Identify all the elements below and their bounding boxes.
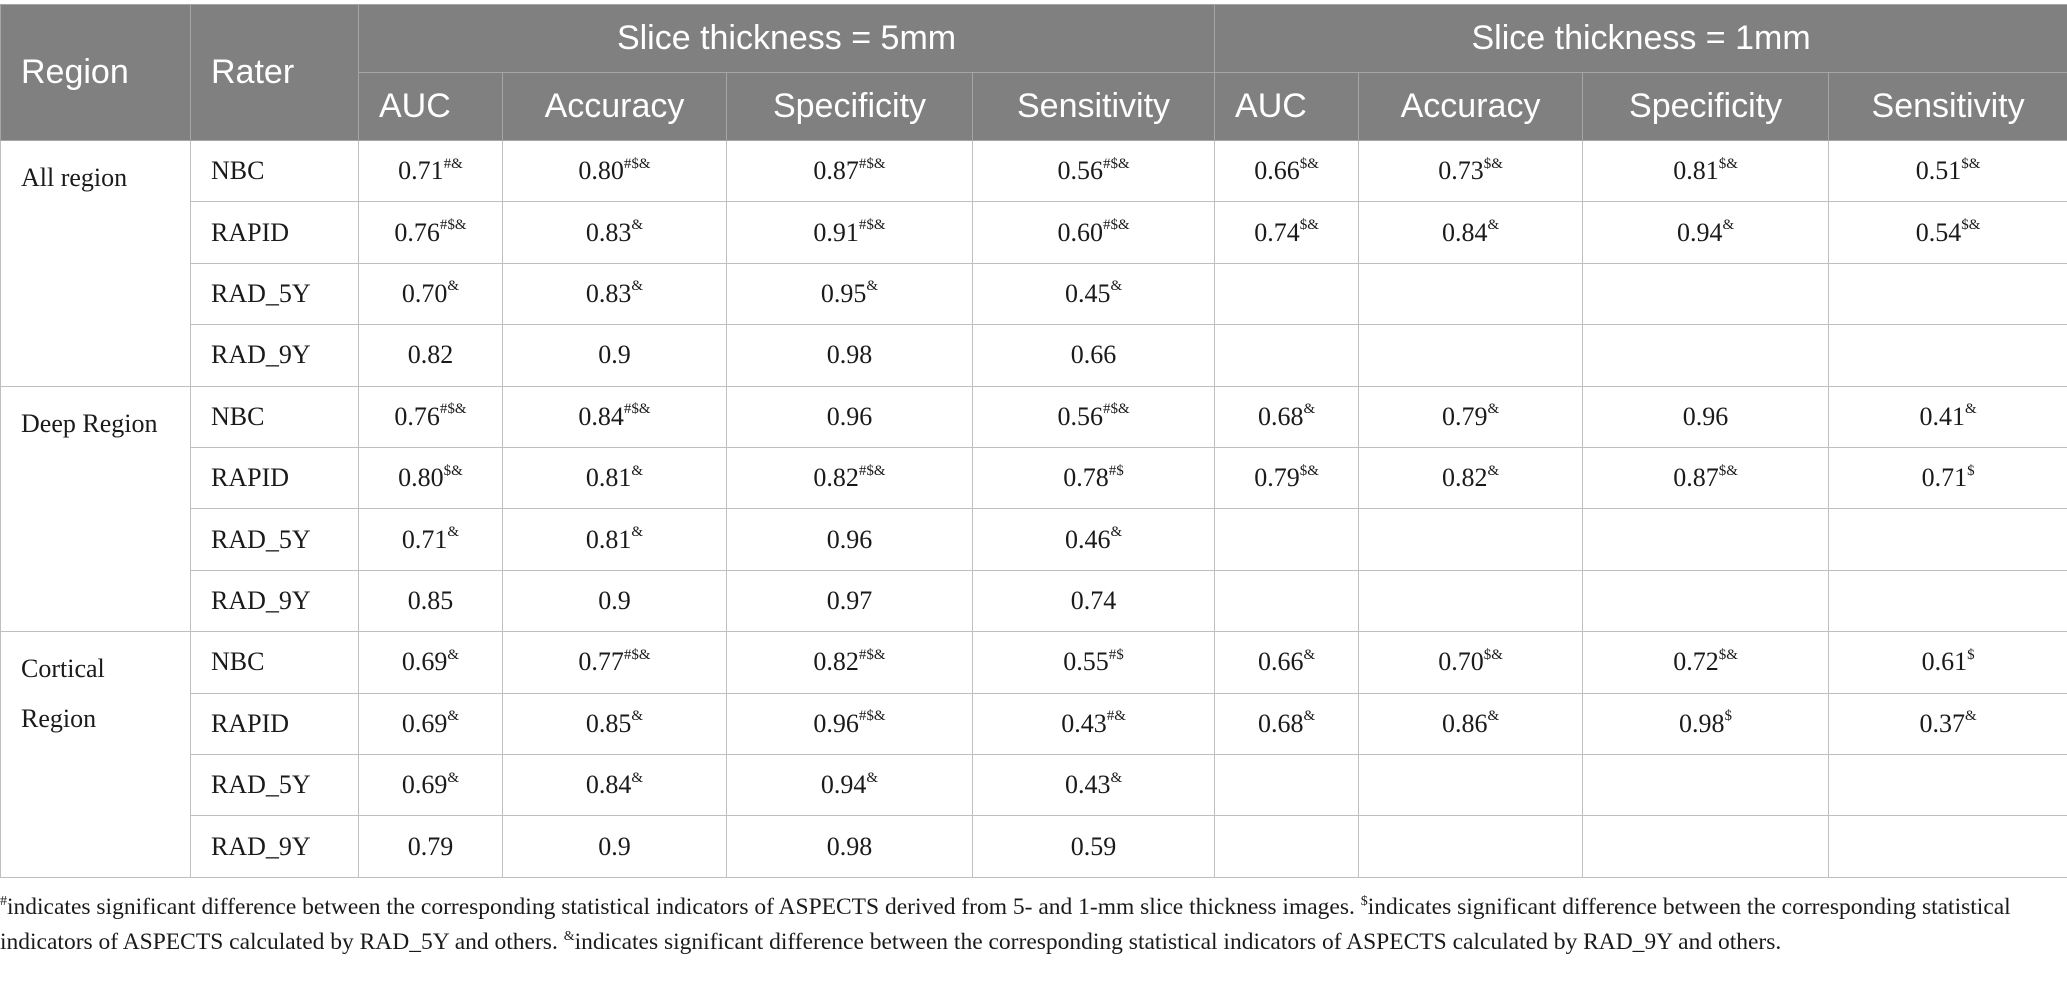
table-row	[1, 632, 2067, 693]
cell-value: 0.60	[1057, 217, 1103, 247]
significance-marker: $&	[1718, 462, 1738, 479]
cell-value: 0.70	[401, 279, 448, 309]
value-cell	[727, 570, 973, 631]
value-cell	[1583, 325, 1829, 386]
footnote-symbol: &	[563, 929, 575, 945]
value-cell	[503, 693, 727, 754]
value-cell	[1583, 386, 1829, 447]
cell-value: 0.82	[1441, 463, 1488, 493]
cell-value: 0.74	[1070, 586, 1117, 616]
value-cell	[1583, 693, 1829, 754]
significance-marker: #$&	[623, 646, 651, 663]
significance-marker: $	[1967, 462, 1975, 479]
cell-value: 0.55	[1063, 647, 1109, 677]
cell-value: 0.43	[1061, 708, 1107, 738]
value-cell	[1829, 263, 2067, 324]
cell-value: 0.81	[585, 524, 632, 554]
cell-value: 0.97	[826, 586, 873, 616]
significance-marker: #$&	[858, 708, 886, 725]
value-cell	[1583, 202, 1829, 263]
header-metric: AUC	[359, 73, 503, 141]
cell-value: 0.94	[820, 770, 867, 800]
significance-marker: $&	[1299, 155, 1319, 172]
value-cell	[1583, 570, 1829, 631]
value-cell	[1215, 632, 1359, 693]
cell-value: 0.68	[1257, 708, 1304, 738]
cell-value: 0.41	[1919, 401, 1965, 431]
significance-marker: $&	[1718, 646, 1738, 663]
rater-cell: RAD_9Y	[191, 325, 359, 386]
value-cell	[359, 263, 503, 324]
significance-marker: &	[447, 523, 460, 540]
cell-value: 0.45	[1064, 279, 1111, 309]
value-cell	[503, 263, 727, 324]
significance-marker: #$&	[1102, 155, 1130, 172]
significance-marker: &	[631, 216, 644, 233]
significance-marker: $&	[1483, 155, 1503, 172]
cell-value: 0.66	[1070, 340, 1117, 370]
header-slice-1mm: Slice thickness = 1mm	[1215, 5, 2067, 73]
significance-marker: #&	[1106, 708, 1126, 725]
cell-value: 0.84	[578, 401, 624, 431]
table-row	[1, 509, 2067, 570]
value-cell	[973, 202, 1215, 263]
value-cell	[1359, 816, 1583, 878]
value-cell	[1359, 509, 1583, 570]
header-rater: Rater	[191, 5, 359, 141]
value-cell	[503, 141, 727, 202]
cell-value: 0.86	[1441, 708, 1488, 738]
significance-marker: #$&	[858, 646, 886, 663]
cell-value: 0.54	[1915, 217, 1962, 247]
significance-marker: #$&	[858, 462, 886, 479]
cell-value: 0.69	[401, 647, 448, 677]
value-cell	[727, 509, 973, 570]
cell-value: 0.71	[401, 524, 448, 554]
cell-value: 0.69	[401, 770, 448, 800]
cell-value: 0.71	[1921, 463, 1968, 493]
significance-marker: &	[631, 462, 644, 479]
value-cell	[1829, 632, 2067, 693]
value-cell	[973, 570, 1215, 631]
value-cell	[727, 816, 973, 878]
cell-value: 0.94	[1676, 217, 1723, 247]
rater-cell: NBC	[191, 141, 359, 202]
cell-value: 0.77	[578, 647, 624, 677]
table-row	[1, 448, 2067, 509]
significance-marker: &	[447, 646, 460, 663]
value-cell	[503, 386, 727, 447]
significance-marker: &	[1487, 216, 1500, 233]
cell-value: 0.82	[407, 340, 454, 370]
cell-value: 0.43	[1064, 770, 1111, 800]
value-cell	[727, 202, 973, 263]
value-cell	[1359, 141, 1583, 202]
table-row	[1, 202, 2067, 263]
value-cell	[973, 693, 1215, 754]
significance-marker: &	[1487, 708, 1500, 725]
cell-value: 0.56	[1057, 156, 1103, 186]
table-row	[1, 325, 2067, 386]
value-cell	[1829, 448, 2067, 509]
value-cell	[1215, 816, 1359, 878]
header-metric: Specificity	[1583, 73, 1829, 141]
value-cell	[503, 509, 727, 570]
value-cell	[727, 141, 973, 202]
header-metric: Accuracy	[503, 73, 727, 141]
rater-cell: RAD_9Y	[191, 570, 359, 631]
cell-value: 0.66	[1257, 647, 1304, 677]
table-row	[1, 570, 2067, 631]
cell-value: 0.61	[1921, 647, 1968, 677]
value-cell	[359, 755, 503, 816]
cell-value: 0.79	[1441, 401, 1488, 431]
significance-marker: &	[1110, 278, 1123, 295]
cell-value: 0.85	[407, 586, 454, 616]
value-cell	[1829, 386, 2067, 447]
cell-value: 0.83	[585, 217, 632, 247]
value-cell	[1215, 263, 1359, 324]
value-cell	[1829, 570, 2067, 631]
value-cell	[973, 325, 1215, 386]
significance-marker: &	[631, 769, 644, 786]
significance-marker: #$&	[858, 155, 886, 172]
rater-cell: NBC	[191, 386, 359, 447]
significance-marker: #$&	[858, 216, 886, 233]
value-cell	[727, 632, 973, 693]
significance-marker: &	[1303, 401, 1316, 418]
significance-marker: $&	[1299, 216, 1319, 233]
cell-value: 0.72	[1673, 647, 1719, 677]
value-cell	[1583, 141, 1829, 202]
cell-value: 0.81	[585, 463, 632, 493]
significance-marker: &	[447, 708, 460, 725]
cell-value: 0.71	[398, 156, 444, 186]
cell-value: 0.9	[598, 586, 631, 616]
value-cell	[503, 816, 727, 878]
value-cell	[503, 202, 727, 263]
significance-marker: $&	[1299, 462, 1319, 479]
significance-marker: #$&	[623, 401, 651, 418]
header-metric: Accuracy	[1359, 73, 1583, 141]
value-cell	[1829, 693, 2067, 754]
value-cell	[1583, 755, 1829, 816]
significance-marker: &	[1487, 401, 1500, 418]
cell-value: 0.73	[1438, 156, 1484, 186]
value-cell	[973, 816, 1215, 878]
cell-value: 0.70	[1438, 647, 1484, 677]
value-cell	[1215, 141, 1359, 202]
value-cell	[1583, 263, 1829, 324]
cell-value: 0.83	[585, 279, 632, 309]
cell-value: 0.96	[826, 524, 873, 554]
value-cell	[359, 816, 503, 878]
value-cell	[359, 570, 503, 631]
value-cell	[1829, 325, 2067, 386]
significance-marker: &	[1487, 462, 1500, 479]
value-cell	[1359, 386, 1583, 447]
footnote-text: indicates significant difference between the corresponding statistical indicators of ASPECTS derived from 5- and 1-mm slice thickness images.	[7, 894, 1361, 920]
value-cell	[503, 448, 727, 509]
significance-marker: &	[631, 523, 644, 540]
rater-cell: RAPID	[191, 202, 359, 263]
cell-value: 0.76	[394, 217, 440, 247]
rater-cell: RAD_9Y	[191, 816, 359, 878]
value-cell	[1583, 448, 1829, 509]
value-cell	[359, 509, 503, 570]
footnote-text: indicates significant difference between the corresponding statistical indicators of ASPECTS calculated by RAD_9Y and others.	[574, 929, 1782, 955]
significance-marker: &	[1964, 708, 1977, 725]
cell-value: 0.79	[407, 831, 454, 861]
value-cell	[359, 448, 503, 509]
significance-marker: &	[447, 769, 460, 786]
significance-marker: $&	[443, 462, 463, 479]
value-cell	[1583, 632, 1829, 693]
significance-marker: &	[447, 278, 460, 295]
value-cell	[1359, 755, 1583, 816]
value-cell	[1829, 202, 2067, 263]
cell-value: 0.74	[1254, 217, 1300, 247]
cell-value: 0.98	[826, 340, 873, 370]
value-cell	[973, 509, 1215, 570]
significance-marker: #$&	[1102, 216, 1130, 233]
rater-cell: RAD_5Y	[191, 509, 359, 570]
value-cell	[727, 448, 973, 509]
value-cell	[1829, 816, 2067, 878]
cell-value: 0.84	[585, 770, 632, 800]
header-slice-5mm: Slice thickness = 5mm	[359, 5, 1215, 73]
rater-cell: RAD_5Y	[191, 755, 359, 816]
value-cell	[1359, 263, 1583, 324]
cell-value: 0.9	[598, 340, 631, 370]
value-cell	[359, 202, 503, 263]
significance-marker: #&	[443, 155, 463, 172]
cell-value: 0.91	[813, 217, 859, 247]
value-cell	[727, 263, 973, 324]
significance-marker: #$&	[439, 401, 467, 418]
value-cell	[973, 386, 1215, 447]
region-cell: Deep Region	[1, 386, 191, 632]
significance-marker: &	[866, 278, 879, 295]
value-cell	[1583, 816, 1829, 878]
cell-value: 0.66	[1254, 156, 1300, 186]
cell-value: 0.9	[598, 831, 631, 861]
significance-marker: &	[631, 278, 644, 295]
value-cell	[1215, 448, 1359, 509]
significance-marker: $&	[1961, 155, 1981, 172]
value-cell	[359, 693, 503, 754]
cell-value: 0.96	[813, 708, 859, 738]
cell-value: 0.96	[1682, 401, 1729, 431]
value-cell	[727, 755, 973, 816]
value-cell	[727, 325, 973, 386]
cell-value: 0.81	[1673, 156, 1719, 186]
cell-value: 0.79	[1254, 463, 1300, 493]
cell-value: 0.85	[585, 708, 632, 738]
value-cell	[973, 141, 1215, 202]
rater-cell: RAD_5Y	[191, 263, 359, 324]
significance-marker: #$	[1108, 462, 1124, 479]
cell-value: 0.98	[826, 831, 873, 861]
significance-marker: $	[1967, 646, 1975, 663]
value-cell	[1359, 632, 1583, 693]
header-metric: Specificity	[727, 73, 973, 141]
region-cell: All region	[1, 141, 191, 387]
table-footnote	[0, 890, 2040, 960]
value-cell	[727, 386, 973, 447]
rater-cell: NBC	[191, 632, 359, 693]
value-cell	[359, 325, 503, 386]
significance-marker: #$&	[623, 155, 651, 172]
header-metric: Sensitivity	[1829, 73, 2067, 141]
header-region: Region	[1, 5, 191, 141]
table-row	[1, 755, 2067, 816]
cell-value: 0.96	[826, 401, 873, 431]
header-metric: AUC	[1215, 73, 1359, 141]
value-cell	[1359, 448, 1583, 509]
significance-marker: &	[1303, 646, 1316, 663]
significance-marker: #$&	[439, 216, 467, 233]
value-cell	[503, 325, 727, 386]
value-cell	[503, 632, 727, 693]
cell-value: 0.56	[1057, 401, 1103, 431]
cell-value: 0.37	[1919, 708, 1965, 738]
value-cell	[1359, 693, 1583, 754]
significance-marker: &	[631, 708, 644, 725]
cell-value: 0.69	[401, 708, 448, 738]
value-cell	[1215, 509, 1359, 570]
table-body	[1, 141, 2067, 878]
significance-marker: #$&	[1102, 401, 1130, 418]
value-cell	[1215, 325, 1359, 386]
cell-value: 0.78	[1063, 463, 1109, 493]
significance-marker: &	[1110, 523, 1123, 540]
value-cell	[973, 632, 1215, 693]
results-table	[0, 4, 2067, 878]
value-cell	[1215, 570, 1359, 631]
significance-marker: &	[1722, 216, 1735, 233]
value-cell	[503, 755, 727, 816]
value-cell	[973, 755, 1215, 816]
significance-marker: &	[866, 769, 879, 786]
value-cell	[1829, 509, 2067, 570]
cell-value: 0.68	[1257, 401, 1304, 431]
value-cell	[1829, 755, 2067, 816]
value-cell	[1359, 570, 1583, 631]
value-cell	[503, 570, 727, 631]
value-cell	[1359, 325, 1583, 386]
table-row	[1, 693, 2067, 754]
cell-value: 0.98	[1679, 708, 1725, 738]
cell-value: 0.51	[1915, 156, 1962, 186]
value-cell	[1829, 141, 2067, 202]
significance-marker: $&	[1961, 216, 1981, 233]
region-cell: Cortical Region	[1, 632, 191, 878]
value-cell	[1583, 509, 1829, 570]
cell-value: 0.80	[398, 463, 444, 493]
cell-value: 0.82	[813, 463, 859, 493]
value-cell	[1215, 755, 1359, 816]
cell-value: 0.59	[1070, 831, 1117, 861]
cell-value: 0.84	[1441, 217, 1488, 247]
significance-marker: $	[1724, 708, 1733, 725]
value-cell	[1215, 693, 1359, 754]
rater-cell: RAPID	[191, 448, 359, 509]
table-row	[1, 386, 2067, 447]
footnote-symbol: $	[1360, 894, 1368, 910]
cell-value: 0.76	[394, 401, 440, 431]
footnote-text: indicates significant difference between the corresponding statistical indicators of ASPECTS calculated by RAD_5Y and others.	[0, 894, 2011, 955]
value-cell	[1359, 202, 1583, 263]
rater-cell: RAPID	[191, 693, 359, 754]
cell-value: 0.80	[578, 156, 624, 186]
cell-value: 0.46	[1064, 524, 1111, 554]
value-cell	[1215, 386, 1359, 447]
value-cell	[973, 448, 1215, 509]
value-cell	[359, 632, 503, 693]
value-cell	[359, 141, 503, 202]
value-cell	[359, 386, 503, 447]
cell-value: 0.87	[813, 156, 859, 186]
significance-marker: $&	[1718, 155, 1738, 172]
footnote-symbol: #	[0, 894, 7, 910]
significance-marker: &	[1303, 708, 1316, 725]
value-cell	[727, 693, 973, 754]
cell-value: 0.82	[813, 647, 859, 677]
header-metric: Sensitivity	[973, 73, 1215, 141]
cell-value: 0.87	[1673, 463, 1719, 493]
table-row	[1, 263, 2067, 324]
table-row	[1, 141, 2067, 202]
significance-marker: &	[1110, 769, 1123, 786]
table-row	[1, 816, 2067, 878]
significance-marker: &	[1964, 401, 1977, 418]
cell-value: 0.95	[820, 279, 867, 309]
significance-marker: #$	[1108, 646, 1124, 663]
value-cell	[973, 263, 1215, 324]
significance-marker: $&	[1483, 646, 1503, 663]
value-cell	[1215, 202, 1359, 263]
